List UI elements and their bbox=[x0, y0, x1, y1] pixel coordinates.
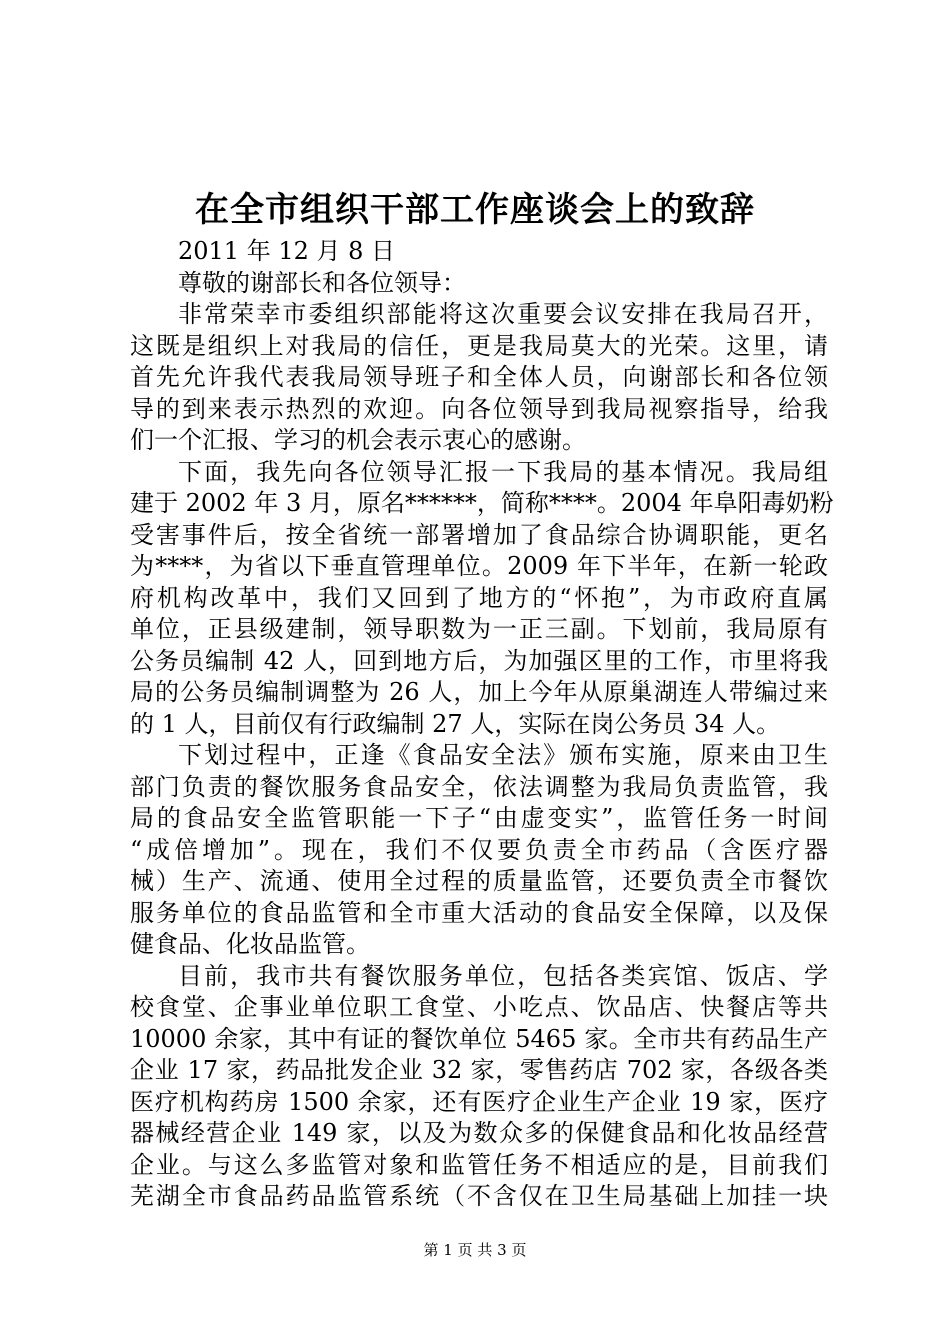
paragraph-line: 服务单位的食品监管和全市重大活动的食品安全保障，以及保 bbox=[130, 898, 828, 927]
paragraph-line: 下面，我先向各位领导汇报一下我局的基本情况。我局组 bbox=[178, 457, 828, 486]
paragraph-line: 单位，正县级建制，领导职数为一正三副。下划前，我局原有 bbox=[130, 615, 828, 643]
date-line: 2011 年 12 月 8 日 bbox=[178, 237, 396, 265]
paragraph-line: 下划过程中，正逢《食品安全法》颁布实施，原来由卫生 bbox=[178, 741, 828, 769]
paragraph-line: 校食堂、企事业单位职工食堂、小吃点、饮品店、快餐店等共 bbox=[130, 993, 828, 1021]
paragraph-line: 目前，我市共有餐饮服务单位，包括各类宾馆、饭店、学 bbox=[178, 961, 828, 990]
paragraph-line: 芜湖全市食品药品监管系统（不含仅在卫生局基础上加挂一块 bbox=[130, 1182, 828, 1210]
salutation-line: 尊敬的谢部长和各位领导： bbox=[178, 268, 466, 297]
paragraph-line: 医疗机构药房 1500 余家，还有医疗企业生产企业 19 家，医疗 bbox=[130, 1087, 828, 1116]
paragraph-line: 首先允许我代表我局领导班子和全体人员，向谢部长和各位领 bbox=[130, 363, 828, 391]
paragraph-line: 械）生产、流通、使用全过程的质量监管，还要负责全市餐饮 bbox=[130, 867, 828, 895]
paragraph-line: 企业。与这么多监管对象和监管任务不相适应的是，目前我们 bbox=[130, 1150, 828, 1179]
paragraph-line: 这既是组织上对我局的信任，更是我局莫大的光荣。这里，请 bbox=[130, 331, 828, 360]
paragraph-line: 导的到来表示热烈的欢迎。向各位领导到我局视察指导，给我 bbox=[130, 394, 828, 423]
paragraph-line: 部门负责的餐饮服务食品安全，依法调整为我局负责监管，我 bbox=[130, 772, 828, 801]
paragraph-line: 建于 2002 年 3 月，原名******，简称****。2004 年阜阳毒奶粉 bbox=[130, 489, 834, 517]
page-footer: 第 1 页 共 3 页 bbox=[423, 1241, 527, 1259]
paragraph-line: 企业 17 家，药品批发企业 32 家，零售药店 702 家，各级各类 bbox=[130, 1056, 828, 1084]
paragraph-line: 器械经营企业 149 家，以及为数众多的保健食品和化妆品经营 bbox=[130, 1119, 828, 1147]
paragraph-line: 府机构改革中，我们又回到了地方的“怀抱”，为市政府直属 bbox=[130, 583, 828, 612]
paragraph-line: 公务员编制 42 人，回到地方后，为加强区里的工作，市里将我 bbox=[130, 646, 828, 675]
paragraph-line: “成倍增加”。现在，我们不仅要负责全市药品（含医疗器 bbox=[130, 835, 828, 864]
paragraph-line: 局的食品安全监管职能一下子“由虚变实”，监管任务一时间 bbox=[130, 804, 828, 832]
paragraph-line: 为****，为省以下垂直管理单位。2009 年下半年，在新一轮政 bbox=[130, 552, 828, 580]
paragraph-line: 健食品、化妆品监管。 bbox=[130, 930, 370, 958]
document-body bbox=[130, 236, 834, 1213]
paragraph-line: 非常荣幸市委组织部能将这次重要会议安排在我局召开， bbox=[178, 300, 828, 328]
document-title: 在全市组织干部工作座谈会上的致辞 bbox=[195, 190, 755, 230]
paragraph-line: 受害事件后，按全省统一部署增加了食品综合协调职能，更名 bbox=[130, 520, 828, 549]
paragraph-line: 们一个汇报、学习的机会表示衷心的感谢。 bbox=[130, 426, 586, 454]
paragraph-line: 的 1 人，目前仅有行政编制 27 人，实际在岗公务员 34 人。 bbox=[130, 709, 781, 738]
paragraph-line: 10000 余家，其中有证的餐饮单位 5465 家。全市共有药品生产 bbox=[130, 1024, 828, 1053]
paragraph-line: 局的公务员编制调整为 26 人，加上今年从原巢湖连人带编过来 bbox=[130, 678, 828, 706]
